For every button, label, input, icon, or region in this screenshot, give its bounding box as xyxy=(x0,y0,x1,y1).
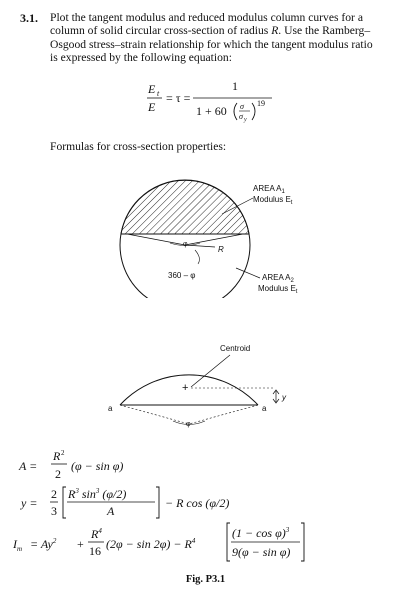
problem-line-3: Osgood stress–strain relationship for which the tangent modulus ratio xyxy=(50,37,373,51)
svg-text:(φ − sin φ): (φ − sin φ) xyxy=(71,459,124,473)
tangent-modulus-equation xyxy=(0,76,411,128)
area-a2-label: AREA $A_2$ xyxy=(262,273,294,284)
radius-label: R xyxy=(218,245,224,254)
svg-text:R4: $R^4$ xyxy=(91,527,102,541)
formula-centroid-y xyxy=(20,487,229,518)
svg-text:+: + xyxy=(77,537,84,551)
eq-lhs-numerator-sub: t xyxy=(157,89,160,98)
formulas-label: Formulas for cross-section properties: xyxy=(50,140,227,153)
svg-text:Im: $I_m$ xyxy=(13,537,23,553)
problem-line-2 xyxy=(50,24,400,37)
eq-rhs-den-const: 1 + 60 xyxy=(196,104,227,118)
eq-sigma-y: σ xyxy=(239,112,243,121)
modulus-1-label: Modulus $E_t$ xyxy=(253,195,293,206)
segment-phi-label: φ xyxy=(186,421,191,428)
svg-text:2: 2 xyxy=(61,449,65,457)
problem-line-2-post: . Use the Ramberg– xyxy=(278,24,371,38)
eq-sigma-y-sub: y xyxy=(244,117,247,123)
svg-text:R3 sin3 (φ/2): $R^3$ $\sin^3 (\varphi/2)$ xyxy=(68,487,127,501)
circle-cross-section-figure xyxy=(110,178,410,298)
eq-lhs-denominator: E xyxy=(148,100,156,114)
svg-text:(2φ − sin 2φ) − R4: $(2\varphi - \sin 2\varphi) - R^4$ xyxy=(106,537,196,551)
formula-moment-of-inertia xyxy=(12,523,304,561)
eq-sigma: σ xyxy=(240,102,244,111)
radius-variable: R xyxy=(271,24,279,38)
centroid-marker: + xyxy=(182,382,189,394)
eq-exponent: 19 xyxy=(257,99,265,108)
svg-text:9(φ − sin φ): 9(φ − sin φ) xyxy=(232,545,291,559)
segment-arc xyxy=(120,375,258,405)
section-property-formulas xyxy=(0,445,411,575)
problem-number: 3.1. xyxy=(20,11,38,25)
eq-rhs-numerator: 1 xyxy=(232,79,238,93)
modulus-2-label: Modulus $E_t$ xyxy=(258,284,298,295)
svg-text:2: 2 xyxy=(55,467,61,481)
svg-text:2: 2 xyxy=(51,487,57,501)
formula-area xyxy=(18,449,123,481)
svg-text:3: 3 xyxy=(51,504,57,518)
svg-text:16: 16 xyxy=(89,544,101,558)
svg-text:y =: y = xyxy=(21,496,38,510)
problem-line-4: is expressed by the following equation: xyxy=(50,51,232,65)
area-a1-label: AREA $A_1$ xyxy=(253,184,285,195)
problem-statement xyxy=(50,11,400,65)
problem-line-2-pre: column of solid circular cross-section of radius xyxy=(50,24,272,38)
complement-angle-label: 360 – φ xyxy=(168,271,196,280)
area-a1-hatched xyxy=(121,180,249,234)
chord-end-right-label: a xyxy=(262,404,267,413)
eq-lhs-numerator: E xyxy=(148,82,156,96)
phi-angle-label: φ xyxy=(183,241,188,248)
svg-text:A =: A = xyxy=(19,459,38,473)
svg-text:− R cos (φ/2): − R cos (φ/2) xyxy=(165,496,230,510)
svg-text:= Ay2: = $Ay^2$ xyxy=(30,537,57,551)
problem-line-1: Plot the tangent modulus and reduced modulus column curves for a xyxy=(50,11,363,24)
segment-centroid-figure xyxy=(80,338,400,438)
svg-text:A: A xyxy=(107,504,115,518)
centroid-label: Centroid xyxy=(220,344,251,353)
svg-text:(1 − cos φ)3: $(1 - \cos \varphi)^3$ xyxy=(232,526,290,540)
svg-text:R: R xyxy=(53,449,61,463)
eq-tau: = τ = xyxy=(166,91,191,105)
figure-caption: Fig. P3.1 xyxy=(185,574,226,585)
centroid-distance-y-label: y xyxy=(282,393,286,402)
chord-end-left-label: a xyxy=(108,404,113,413)
